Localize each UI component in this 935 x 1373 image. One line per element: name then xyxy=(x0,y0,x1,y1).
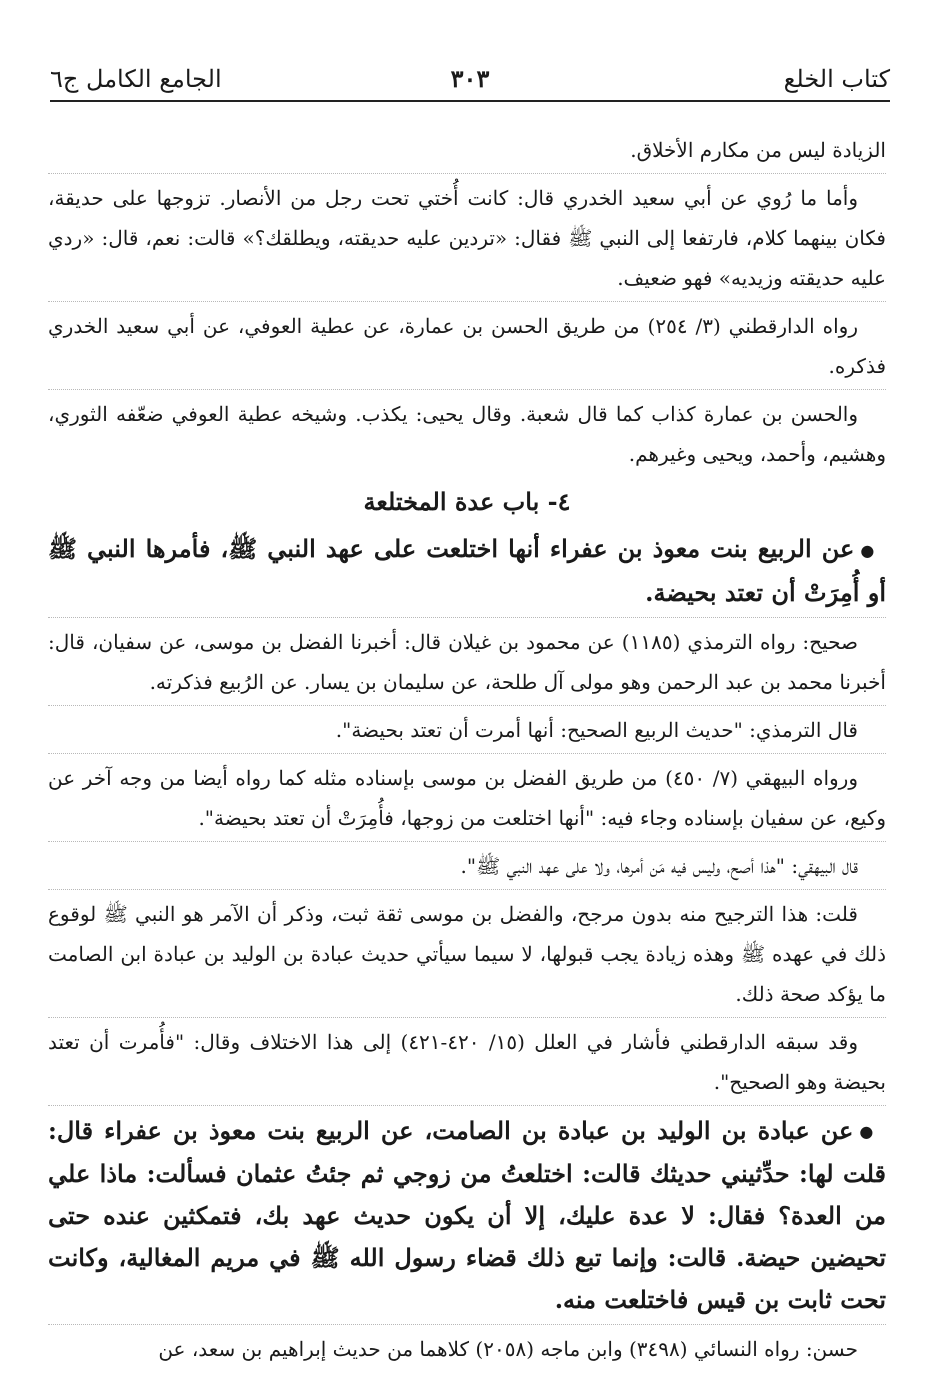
page-body xyxy=(48,130,886,1369)
hadith-text xyxy=(48,1110,886,1322)
divider xyxy=(48,617,886,618)
hadith-body: عن الربيع بنت معوذ بن عفراء أنها اختلعت على عهد النبي ﷺ، فأمرها النبي ﷺ أو أُمِرَتْ أن تعتد بحيضة. xyxy=(48,534,886,607)
takhrij-note: ورواه البيهقي (٧/ ٤٥٠) من طريق الفضل بن موسى بإسناده مثله كما رواه أيضا من وجه آخر عن وكيع، عن سفيان بإسناده وجاء فيه: "أنها اختلعت من زوجها، فأُمِرَتْ أن تعتد بحيضة". xyxy=(48,765,886,830)
takhrij-note: قلت: هذا الترجيح منه بدون مرجح، والفضل بن موسى ثقة ثبت، وذكر أن الآمر هو النبي ﷺ لوقوع ذلك في عهده ﷺ وهذه زيادة يجب قبولها، لا سيما سيأتي حديث عبادة بن الوليد بن عبادة ابن الصامت ما يؤكد صحة ذلك. xyxy=(48,901,887,1006)
paragraph: وأما ما رُوي عن أبي سعيد الخدري قال: كانت أُختي تحت رجل من الأنصار. تزوجها على حديقة، فكان بينهما كلام، فارتفعا إلى النبي ﷺ فقال: «تردين عليه حديقته، ويطلقك؟» قالت: نعم، قال: «ردي عليه حديقته وزيديه» فهو ضعيف. xyxy=(48,186,886,290)
takhrij-note: قال البيهقي: "هذا أصح، وليس فيه مَن أمرها، ولا على عهد النبي ﷺ". xyxy=(460,853,858,878)
section-heading: ٤- باب عدة المختلعة xyxy=(363,487,571,516)
divider xyxy=(48,1017,886,1018)
divider xyxy=(48,1324,886,1325)
takhrij-note: صحيح: رواه الترمذي (١١٨٥) عن محمود بن غيلان قال: أخبرنا الفضل بن موسى، عن سفيان، قال: أخبرنا محمد بن عبد الرحمن وهو مولى آل طلحة، عن سليمان بن يسار. عن الرُبيع فذكرته. xyxy=(48,629,886,694)
divider xyxy=(48,301,886,302)
bullet-icon: ● xyxy=(859,1122,876,1141)
page-number: ٣٠٣ xyxy=(450,64,490,93)
page-header xyxy=(50,58,890,102)
divider xyxy=(48,705,886,706)
bullet-icon: ● xyxy=(860,540,876,560)
hadith-body: عن عبادة بن الوليد بن عبادة بن الصامت، عن الربيع بنت معوذ بن عفراء قال: قلت لها: حدِّثيني حديثك قالت: اختلعتُ من زوجي ثم جئتُ عثمان فسألت: ماذا علي من العدة؟ فقال: لا عدة عليك، إلا أن يكون حديث عهد بك، فتمكثين عنده حتى تحيضين حيضة. قالت: وإنما تبع ذلك قضاء رسول الله ﷺ في مريم المغالية، وكانت تحت ثابت بن قيس فاختلعت منه. xyxy=(48,1115,886,1314)
paragraph: الزيادة ليس من مكارم الأخلاق. xyxy=(630,138,886,162)
divider xyxy=(48,1105,886,1106)
takhrij-note: قال الترمذي: "حديث الربيع الصحيح: أنها أمرت أن تعتد بحيضة". xyxy=(335,717,858,742)
divider xyxy=(48,753,886,754)
takhrij-note: وقد سبقه الدارقطني فأشار في العلل (١٥/ ٤٢٠-٤٢١) إلى هذا الاختلاف وقال: "فأُمرت أن تعتد بحيضة وهو الصحيح". xyxy=(48,1029,886,1094)
divider xyxy=(48,841,886,842)
divider xyxy=(48,889,886,890)
divider xyxy=(48,173,886,174)
paragraph: والحسن بن عمارة كذاب كما قال شعبة. وقال يحيى: يكذب. وشيخه عطية العوفي ضعّفه الثوري، وهشيم، وأحمد، ويحيى وغيرهم. xyxy=(48,402,886,466)
takhrij-note: حسن: رواه النسائي (٣٤٩٨) وابن ماجه (٢٠٥٨) كلاهما من حديث إبراهيم بن سعد، عن xyxy=(158,1337,858,1361)
paragraph: رواه الدارقطني (٣/ ٢٥٤) من طريق الحسن بن عمارة، عن عطية العوفي، عن أبي سعيد الخدري فذكره. xyxy=(48,314,886,378)
divider xyxy=(48,389,886,390)
book-title: الجامع الكامل ج٦ xyxy=(50,65,222,93)
chapter-title: كتاب الخلع xyxy=(783,65,890,93)
hadith-text xyxy=(48,528,886,614)
